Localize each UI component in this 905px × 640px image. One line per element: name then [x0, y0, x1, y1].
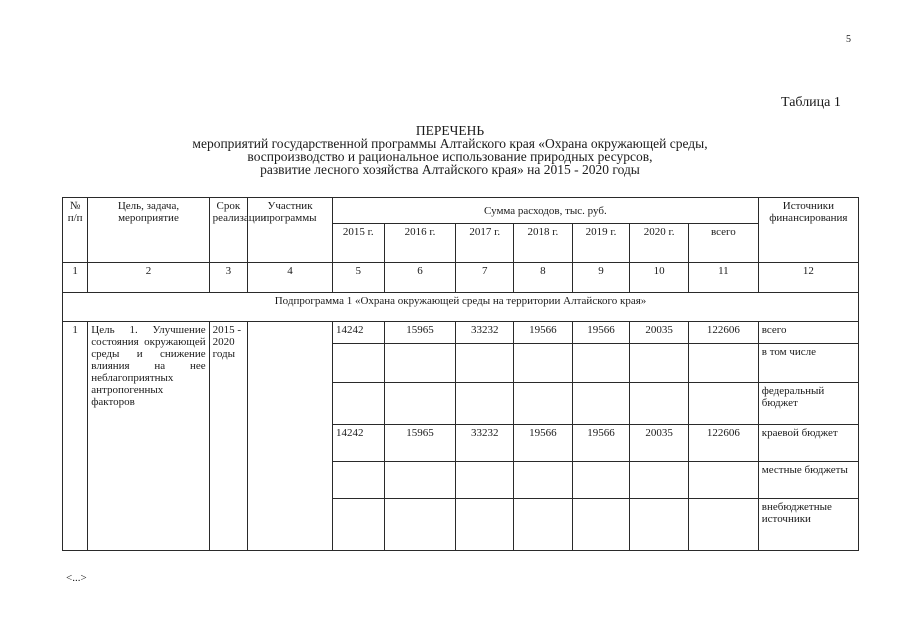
- document-heading: [100, 124, 800, 176]
- value-cell: 33232: [456, 425, 514, 462]
- source-label: местные бюджеты: [758, 462, 858, 499]
- participant-text: [248, 322, 333, 551]
- source-label: всего: [758, 322, 858, 344]
- value-cell: 19566: [572, 425, 630, 462]
- source-label: внебюджетные источники: [758, 499, 858, 551]
- value-cell: [572, 383, 630, 425]
- value-cell: 19566: [514, 322, 573, 344]
- value-cell: [688, 499, 758, 551]
- value-cell: [572, 344, 630, 383]
- finance-row: [63, 322, 859, 344]
- value-cell: [384, 344, 456, 383]
- header-sum: Сумма расходов, тыс. руб.: [333, 198, 759, 224]
- header-year: 2015 г.: [333, 224, 385, 263]
- header-participant: Участник программы: [248, 198, 333, 263]
- column-number: 12: [758, 263, 858, 293]
- value-cell: [333, 383, 385, 425]
- value-cell: [456, 462, 514, 499]
- value-cell: [514, 383, 573, 425]
- header-term: Срок реализации: [209, 198, 247, 263]
- value-cell: 14242: [333, 425, 385, 462]
- value-cell: 20035: [630, 322, 689, 344]
- heading-line: воспроизводство и рациональное использование природных ресурсов,: [247, 149, 653, 164]
- header-num: № п/п: [63, 198, 88, 263]
- source-label: федеральный бюджет: [758, 383, 858, 425]
- value-cell: 19566: [514, 425, 573, 462]
- value-cell: 15965: [384, 322, 456, 344]
- header-year: 2017 г.: [456, 224, 514, 263]
- value-cell: [630, 383, 689, 425]
- row-number: 1: [63, 322, 88, 551]
- source-label: краевой бюджет: [758, 425, 858, 462]
- value-cell: [456, 383, 514, 425]
- column-number: 9: [572, 263, 630, 293]
- header-year: 2019 г.: [572, 224, 630, 263]
- column-number: 7: [456, 263, 514, 293]
- column-number: 6: [384, 263, 456, 293]
- value-cell: [384, 462, 456, 499]
- value-cell: [688, 462, 758, 499]
- value-cell: [688, 344, 758, 383]
- subprogram-title: Подпрограмма 1 «Охрана окружающей среды на территории Алтайского края»: [63, 293, 859, 322]
- header-year: 2020 г.: [630, 224, 689, 263]
- header-total: всего: [688, 224, 758, 263]
- heading-line: мероприятий государственной программы Алтайского края «Охрана окружающей среды,: [192, 136, 708, 151]
- value-cell: 14242: [333, 322, 385, 344]
- column-number: 5: [333, 263, 385, 293]
- value-cell: 19566: [572, 322, 630, 344]
- value-cell: [514, 462, 573, 499]
- continuation-marker: <...>: [66, 572, 87, 584]
- value-cell: 15965: [384, 425, 456, 462]
- column-number: 4: [248, 263, 333, 293]
- value-cell: [384, 499, 456, 551]
- heading-line: развитие лесного хозяйства Алтайского края» на 2015 - 2020 годы: [260, 162, 640, 177]
- activities-table: [62, 197, 859, 551]
- value-cell: [630, 499, 689, 551]
- table-label: Таблица 1: [781, 95, 841, 110]
- source-label: в том числе: [758, 344, 858, 383]
- value-cell: 33232: [456, 322, 514, 344]
- column-number: 8: [514, 263, 573, 293]
- value-cell: [333, 499, 385, 551]
- value-cell: [456, 499, 514, 551]
- value-cell: [630, 462, 689, 499]
- header-year: 2016 г.: [384, 224, 456, 263]
- column-number: 10: [630, 263, 689, 293]
- column-number: 11: [688, 263, 758, 293]
- value-cell: [572, 462, 630, 499]
- value-cell: [456, 344, 514, 383]
- value-cell: [514, 499, 573, 551]
- header-goal: Цель, задача, мероприятие: [88, 198, 209, 263]
- value-cell: 20035: [630, 425, 689, 462]
- value-cell: [688, 383, 758, 425]
- column-number: 3: [209, 263, 247, 293]
- page-number: 5: [846, 34, 851, 45]
- value-cell: 122606: [688, 425, 758, 462]
- column-number: 1: [63, 263, 88, 293]
- goal-text: Цель 1. Улучшение состояния окружающей среды и снижение влияния на нее неблагоприятных антропогенных факторов: [88, 322, 209, 551]
- heading-title: ПЕРЕЧЕНЬ: [415, 123, 485, 138]
- value-cell: [333, 344, 385, 383]
- value-cell: [333, 462, 385, 499]
- value-cell: [630, 344, 689, 383]
- value-cell: [572, 499, 630, 551]
- column-number: 2: [88, 263, 209, 293]
- term-text: 2015 - 2020 годы: [209, 322, 247, 551]
- header-year: 2018 г.: [514, 224, 573, 263]
- value-cell: [384, 383, 456, 425]
- value-cell: [514, 344, 573, 383]
- header-sources: Источники финансирования: [758, 198, 858, 263]
- value-cell: 122606: [688, 322, 758, 344]
